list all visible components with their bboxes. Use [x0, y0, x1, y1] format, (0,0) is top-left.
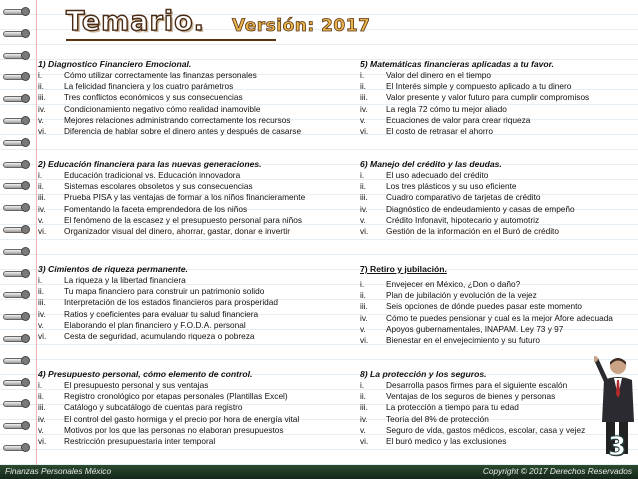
spiral-ring	[3, 50, 31, 60]
list-item	[360, 290, 638, 301]
item-number: iv.	[38, 413, 46, 424]
item-number: iii.	[38, 297, 46, 308]
topic-section	[38, 263, 328, 342]
title-underline	[66, 39, 276, 41]
item-text: El Interés simple y compuesto aplicado a tu dinero	[386, 81, 572, 92]
item-number: iv.	[360, 413, 368, 424]
item-text: Cómo utilizar correctamente las finanzas personales	[64, 70, 257, 80]
spiral-ring	[3, 420, 31, 430]
item-number: i.	[360, 279, 365, 289]
item-text: El control del gasto hormiga y el precio por hora de energía vital	[64, 413, 300, 424]
section-heading: 7) Retiro y jubilación.	[360, 264, 447, 274]
item-number: iv.	[360, 103, 368, 114]
spiral-ring	[3, 159, 31, 169]
item-text: Gestión de la información en el Buró de crédito	[386, 225, 559, 236]
item-number: v.	[38, 214, 44, 225]
item-text: Plan de jubilación y evolución de la vejez	[386, 290, 537, 301]
list-item	[38, 331, 328, 342]
list-item	[38, 170, 328, 181]
list-item	[38, 320, 328, 331]
item-number: i.	[38, 380, 43, 390]
title-block	[66, 6, 586, 40]
topic-section	[38, 368, 328, 447]
list-item	[38, 204, 328, 215]
list-item	[38, 391, 328, 402]
list-item	[360, 279, 638, 290]
spiral-ring	[3, 398, 31, 408]
item-text: Diagnóstico de endeudamiento y casas de empeño	[386, 203, 575, 214]
section-heading: 3) Cimientos de riqueza permanente.	[38, 264, 188, 274]
item-number: ii.	[360, 391, 366, 402]
list-item	[38, 192, 328, 203]
item-number: ii.	[38, 81, 44, 92]
item-text: Diferencia de hablar sobre el dinero antes y después de casarse	[64, 125, 302, 136]
footer-copyright: Copyright © 2017 Derechos Reservados	[482, 466, 632, 476]
item-number: v.	[360, 214, 366, 225]
item-number: ii.	[38, 286, 44, 297]
margin-line	[36, 0, 37, 465]
spiral-ring	[3, 442, 31, 452]
list-item	[360, 313, 638, 324]
item-text: Interpretación de los estados financieros para prosperidad	[64, 297, 279, 308]
item-number: ii.	[360, 290, 366, 301]
spiral-ring	[3, 202, 31, 212]
section-heading: 6) Manejo del crédito y las deudas.	[360, 159, 502, 169]
list-item	[38, 380, 328, 391]
section-heading: 1) Diagnostico Financiero Emocional.	[38, 59, 192, 69]
item-number: vi.	[38, 435, 47, 446]
list-item	[38, 436, 328, 447]
list-item	[360, 104, 638, 115]
item-number: v.	[360, 114, 366, 125]
list-item	[360, 192, 638, 203]
spiral-ring	[3, 289, 31, 299]
spiral-ring	[3, 311, 31, 321]
item-text: Los tres plásticos y su uso eficiente	[386, 181, 517, 192]
spiral-binding	[0, 6, 34, 464]
item-number: i.	[360, 170, 365, 180]
item-text: Desarrolla pasos firmes para el siguiente escalón	[386, 380, 568, 390]
item-number: i.	[38, 170, 43, 180]
item-text: El costo de retrasar el ahorro	[386, 125, 493, 136]
list-item	[360, 181, 638, 192]
list-item	[38, 92, 328, 103]
item-text: Cómo te puedes pensionar y cual es la mejor Afore adecuada	[386, 312, 613, 323]
item-number: vi.	[360, 125, 369, 136]
item-text: Valor presente y valor futuro para cumplir compromisos	[386, 92, 590, 103]
topic-section	[38, 158, 328, 237]
list-item	[38, 70, 328, 81]
spiral-ring	[3, 224, 31, 234]
item-number: iv.	[360, 312, 368, 323]
item-number: vi.	[38, 225, 47, 236]
item-number: vi.	[360, 225, 369, 236]
item-text: Tu mapa financiero para construir un patrimonio solido	[64, 286, 265, 297]
item-text: Fomentando la faceta emprendedora de los niños	[64, 203, 248, 214]
spiral-ring	[3, 246, 31, 256]
item-text: Teoría del 8% de protección	[386, 413, 489, 424]
item-number: i.	[360, 380, 365, 390]
item-number: i.	[38, 70, 43, 80]
item-number: i.	[360, 70, 365, 80]
item-text: Motivos por los que las personas no elaboran presupuestos	[64, 424, 284, 435]
list-item	[360, 215, 638, 226]
spiral-ring	[3, 137, 31, 147]
item-number: v.	[360, 323, 366, 334]
list-item	[38, 181, 328, 192]
spiral-ring	[3, 180, 31, 190]
item-number: iv.	[38, 203, 46, 214]
item-text: Mejores relaciones administrando correctamente los recursos	[64, 114, 291, 125]
item-number: iv.	[38, 308, 46, 319]
section-heading: 5) Matemáticas financieras aplicadas a tu favor.	[360, 59, 554, 69]
item-text: El uso adecuado del crédito	[386, 170, 489, 180]
item-number: v.	[38, 319, 44, 330]
item-text: Seguro de vida, gastos médicos, escolar, casa y vejez	[386, 424, 586, 435]
list-item	[38, 104, 328, 115]
spiral-ring	[3, 268, 31, 278]
item-number: iii.	[360, 301, 368, 312]
item-text: Tres conflictos económicos y sus consecuencias	[64, 92, 243, 103]
topic-section	[360, 58, 638, 137]
list-item	[360, 92, 638, 103]
topic-section	[38, 58, 328, 137]
list-item	[360, 204, 638, 215]
list-item	[38, 425, 328, 436]
item-text: Educación tradicional vs. Educación innovadora	[64, 170, 241, 180]
item-text: Crédito Infonavit, hipotecario y automotriz	[386, 214, 540, 225]
item-text: La riqueza y la libertad financiera	[64, 275, 186, 285]
item-text: Valor del dinero en el tiempo	[386, 70, 492, 80]
list-item	[38, 286, 328, 297]
item-number: iv.	[38, 103, 46, 114]
item-text: Registro cronológico por etapas personales (Plantillas Excel)	[64, 391, 288, 402]
item-number: vi.	[38, 125, 47, 136]
list-item	[360, 81, 638, 92]
item-text: Sistemas escolares obsoletos y sus consecuencias	[64, 181, 253, 192]
footer-brand: Finanzas Personales México	[5, 466, 112, 476]
list-item	[38, 402, 328, 413]
page-title: Temario.	[66, 6, 205, 37]
item-text: El presupuesto personal y sus ventajas	[64, 380, 209, 390]
topic-section	[360, 158, 638, 237]
item-number: iii.	[360, 402, 368, 413]
spiral-ring	[3, 333, 31, 343]
spiral-ring	[3, 6, 31, 16]
list-item	[38, 414, 328, 425]
item-number: i.	[38, 275, 43, 285]
item-text: Prueba PISA y las ventajas de formar a los niños financieramente	[64, 192, 306, 203]
item-number: ii.	[38, 181, 44, 192]
item-text: Restricción presupuestaria inter temporal	[64, 435, 216, 446]
item-number: ii.	[38, 391, 44, 402]
list-item	[360, 115, 638, 126]
item-text: La felicidad financiera y los cuatro parámetros	[64, 81, 234, 92]
item-text: Elaborando el plan financiero y F.O.D.A. personal	[64, 319, 246, 330]
list-item	[360, 70, 638, 81]
list-item	[38, 275, 328, 286]
spiral-ring	[3, 115, 31, 125]
list-item	[38, 81, 328, 92]
item-text: Ecuaciones de valor para crear riqueza	[386, 114, 531, 125]
item-text: Organizador visual del dinero, ahorrar, gastar, donar e invertir	[64, 225, 290, 236]
item-text: La protección a tiempo para tu edad	[386, 402, 519, 413]
list-item	[38, 309, 328, 320]
list-item	[360, 324, 638, 335]
item-number: iv.	[360, 203, 368, 214]
section-heading: 4) Presupuesto personal, cómo elemento de control.	[38, 369, 253, 379]
item-number: iii.	[360, 92, 368, 103]
item-text: Ventajas de los seguros de bienes y personas	[386, 391, 556, 402]
item-number: iii.	[38, 192, 46, 203]
item-text: El buró medico y las exclusiones	[386, 435, 507, 446]
item-text: Ratios y coeficientes para evaluar tu salud financiera	[64, 308, 259, 319]
spiral-ring	[3, 93, 31, 103]
item-number: iii.	[38, 92, 46, 103]
spiral-ring	[3, 71, 31, 81]
title-version: Versión: 2017	[232, 16, 371, 36]
item-number: ii.	[360, 81, 366, 92]
item-number: vi.	[360, 334, 369, 345]
section-heading: 2) Educación financiera para las nuevas generaciones.	[38, 159, 262, 169]
spiral-ring	[3, 355, 31, 365]
topic-section	[360, 263, 638, 346]
item-number: vi.	[360, 435, 369, 446]
item-text: Envejecer en México, ¿Don o daño?	[386, 279, 521, 289]
item-number: ii.	[360, 181, 366, 192]
item-text: Seis opciones de dónde puedes pasar este momento	[386, 301, 583, 312]
item-number: v.	[360, 424, 366, 435]
list-item	[360, 335, 638, 346]
list-item	[38, 215, 328, 226]
page-number: 3	[608, 432, 627, 462]
item-text: Cesta de seguridad, acumulando riqueza o pobreza	[64, 330, 255, 341]
list-item	[38, 226, 328, 237]
item-text: El fenómeno de la escasez y el presupuesto personal para niños	[64, 214, 302, 225]
list-item	[360, 170, 638, 181]
list-item	[360, 226, 638, 237]
list-item	[38, 297, 328, 308]
item-text: La regla 72 cómo tu mejor aliado	[386, 103, 507, 114]
section-heading: 8) La protección y los seguros.	[360, 369, 487, 379]
item-text: Catálogo y subcatálogo de cuentas para registro	[64, 402, 243, 413]
list-item	[360, 301, 638, 312]
item-number: iii.	[38, 402, 46, 413]
footer-bar	[0, 465, 638, 479]
item-number: v.	[38, 424, 44, 435]
spiral-ring	[3, 28, 31, 38]
spiral-ring	[3, 377, 31, 387]
list-item	[38, 115, 328, 126]
item-text: Condicionamiento negativo cómo realidad inamovible	[64, 103, 261, 114]
list-item	[38, 126, 328, 137]
item-number: v.	[38, 114, 44, 125]
item-text: Cuadro comparativo de tarjetas de crédito	[386, 192, 541, 203]
list-item	[360, 126, 638, 137]
item-text: Bienestar en el envejecimiento y su futuro	[386, 334, 541, 345]
item-number: iii.	[360, 192, 368, 203]
item-text: Apoyos gubernamentales, INAPAM. Ley 73 y 97	[386, 323, 564, 334]
item-number: vi.	[38, 330, 47, 341]
